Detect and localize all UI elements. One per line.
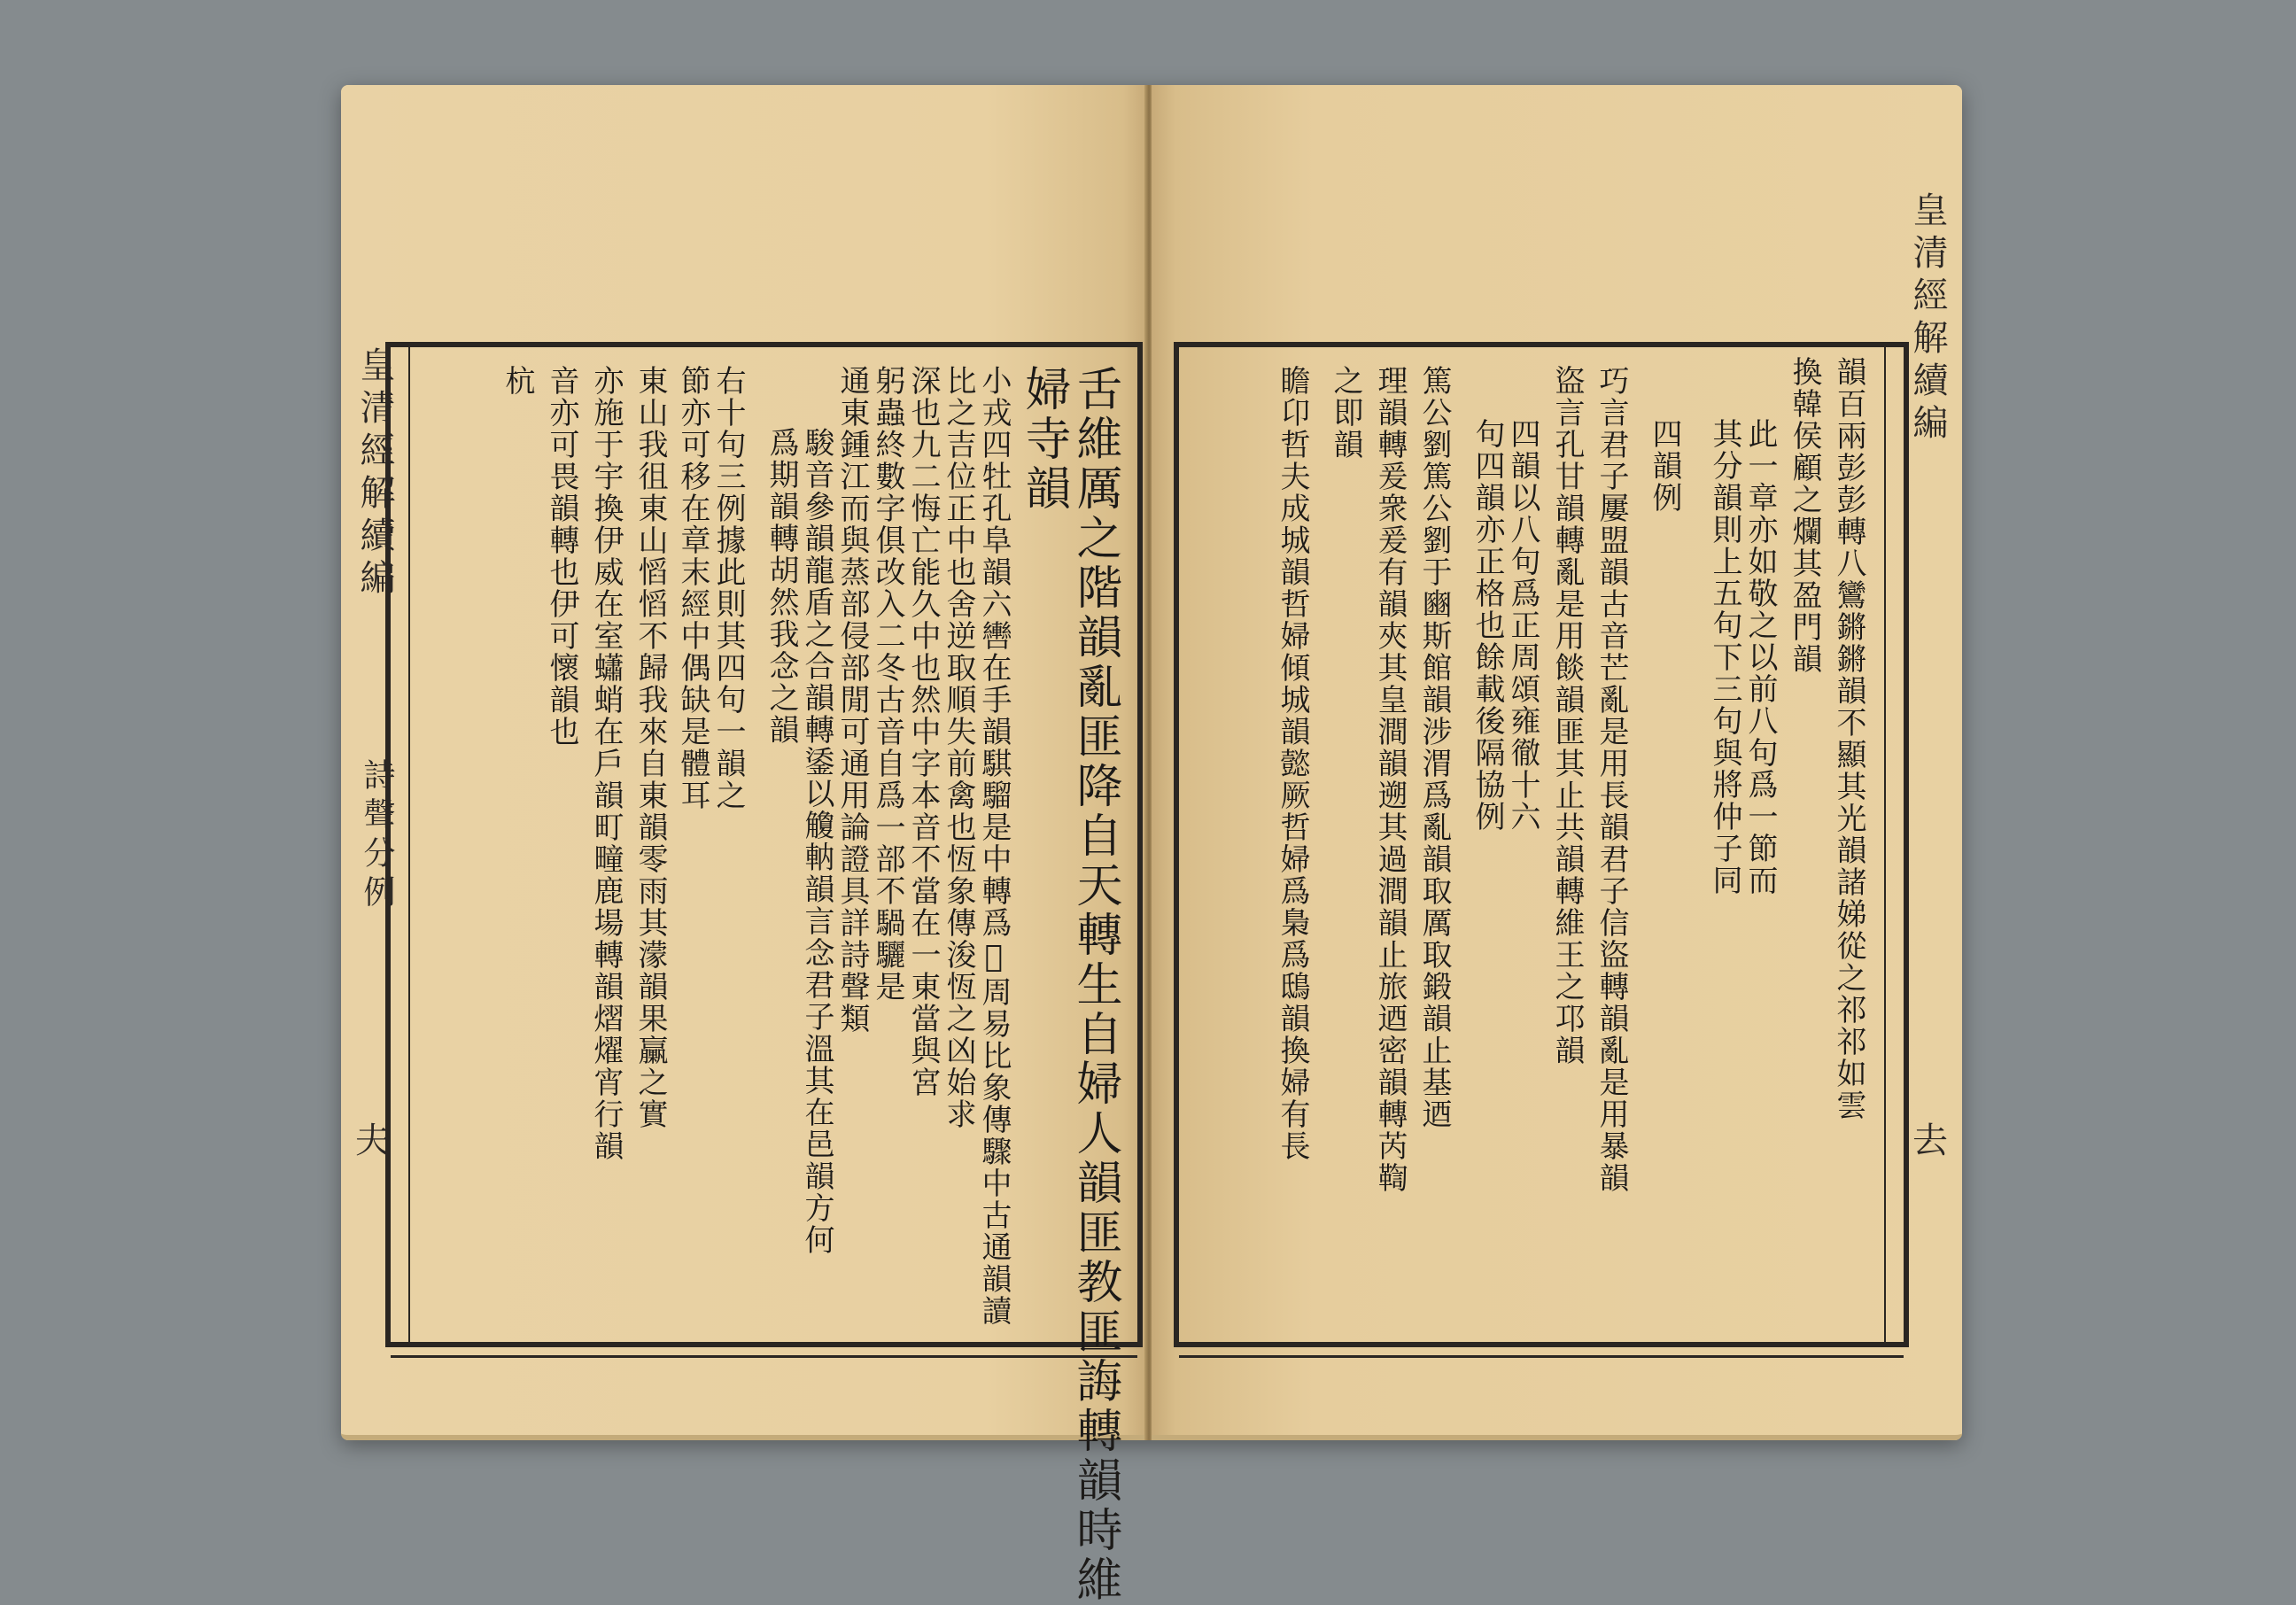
text-column: 四韻以八句爲正周頌雍徹十六 [1505, 418, 1540, 833]
left-frame-inner-rule [408, 347, 410, 1342]
left-frame-bottom-rule [391, 1355, 1137, 1358]
text-column: 東山我徂東山慆慆不歸我來自東韻零雨其濛韻果臝之實 [632, 365, 668, 1130]
text-column: 句四韻亦正格也餘載後隔協例 [1470, 418, 1505, 833]
text-column: 四韻例 [1647, 418, 1682, 514]
text-column: 爲期韻轉胡然我念之韻 [764, 427, 799, 746]
text-column: 盜言孔甘韻轉亂是用餤韻匪其止共韻轉維王之邛韻 [1549, 365, 1585, 1066]
left-page [341, 85, 1147, 1605]
text-column: 節亦可移在章末經中偶缺是體耳 [675, 365, 710, 811]
text-column: 巧言君子屢盟韻古音芒亂是用長韻君子信盜轉韻亂是用暴韻 [1594, 365, 1629, 1194]
right-page [1152, 85, 1962, 1440]
text-column: 韻百兩彭彭轉八鸞鏘鏘韻不顯其光韻諸娣從之祁祁如雲 [1831, 356, 1866, 1121]
text-column: 篤公劉篤公劉于豳斯館韻涉渭爲亂韻取厲取鍛韻止基迺 [1416, 365, 1452, 1130]
text-column: 亦施于宇換伊威在室蠨蛸在戶韻町疃鹿場轉韻熠燿宵行韻 [588, 365, 624, 1162]
margin-section-title: 詩聲分例 [359, 758, 395, 914]
text-column: 音亦可畏韻轉也伊可懷韻也 [544, 365, 579, 748]
text-column: 此一章亦如敬之以前八句爲一節而 [1742, 418, 1778, 896]
text-column: 婦寺韻 [1017, 365, 1070, 514]
text-column: 比之吉位正中也舍逆取順失前禽也恆象傳浚恆之凶始求 [941, 365, 976, 1130]
text-column: 躬蟲終數字俱改入二冬古音自爲一部不騧驪是 [870, 365, 905, 1003]
margin-book-title: 皇清經解續編 [1907, 191, 1948, 446]
text-column: 通東鍾江而與蒸部侵部閒可通用論證具詳詩聲類 [834, 365, 870, 1035]
right-frame-inner-rule [1884, 347, 1886, 1342]
text-column: 小戎四牡孔阜韻六轡在手韻騏騮是中轉爲𩢏周易比象傳驟中古通韻讀 [976, 365, 1012, 1327]
margin-book-title: 皇清經解續編 [354, 346, 395, 601]
text-column: 深也九二悔亡能久中也然中字本音不當在一東當與宮 [905, 365, 941, 1098]
text-column: 右十句三例據此則其四句一韻之 [710, 365, 746, 811]
right-frame-bottom-rule [1179, 1355, 1904, 1358]
text-column: 駿音參韻龍盾之合韻轉鋈以觼軜韻言念君子溫其在邑韻方何 [799, 427, 834, 1256]
text-column: 理韻轉爰衆爰有韻夾其皇澗韻遡其過澗韻止旅迺密韻轉芮鞫 [1372, 365, 1408, 1194]
page-number: 夫 [355, 1120, 391, 1161]
page-number: 去 [1912, 1120, 1948, 1161]
text-column: 換韓侯顧之爛其盈門韻 [1787, 356, 1822, 675]
text-column: 杭 [500, 365, 535, 397]
open-book [341, 85, 1962, 1605]
text-column: 其分韻則上五句下三句與將仲子同 [1707, 418, 1742, 896]
left-text-frame [385, 342, 1143, 1605]
right-text-frame [1174, 342, 1909, 1347]
text-column: 瞻卬哲夫成城韻哲婦傾城韻懿厥哲婦爲梟爲鴟韻換婦有長 [1275, 365, 1310, 1162]
text-column: 之即韻 [1328, 365, 1363, 461]
text-column: 舌維厲之階韻亂匪降自天轉生自婦人韻匪教匪誨轉韻時維 [1068, 365, 1121, 1605]
